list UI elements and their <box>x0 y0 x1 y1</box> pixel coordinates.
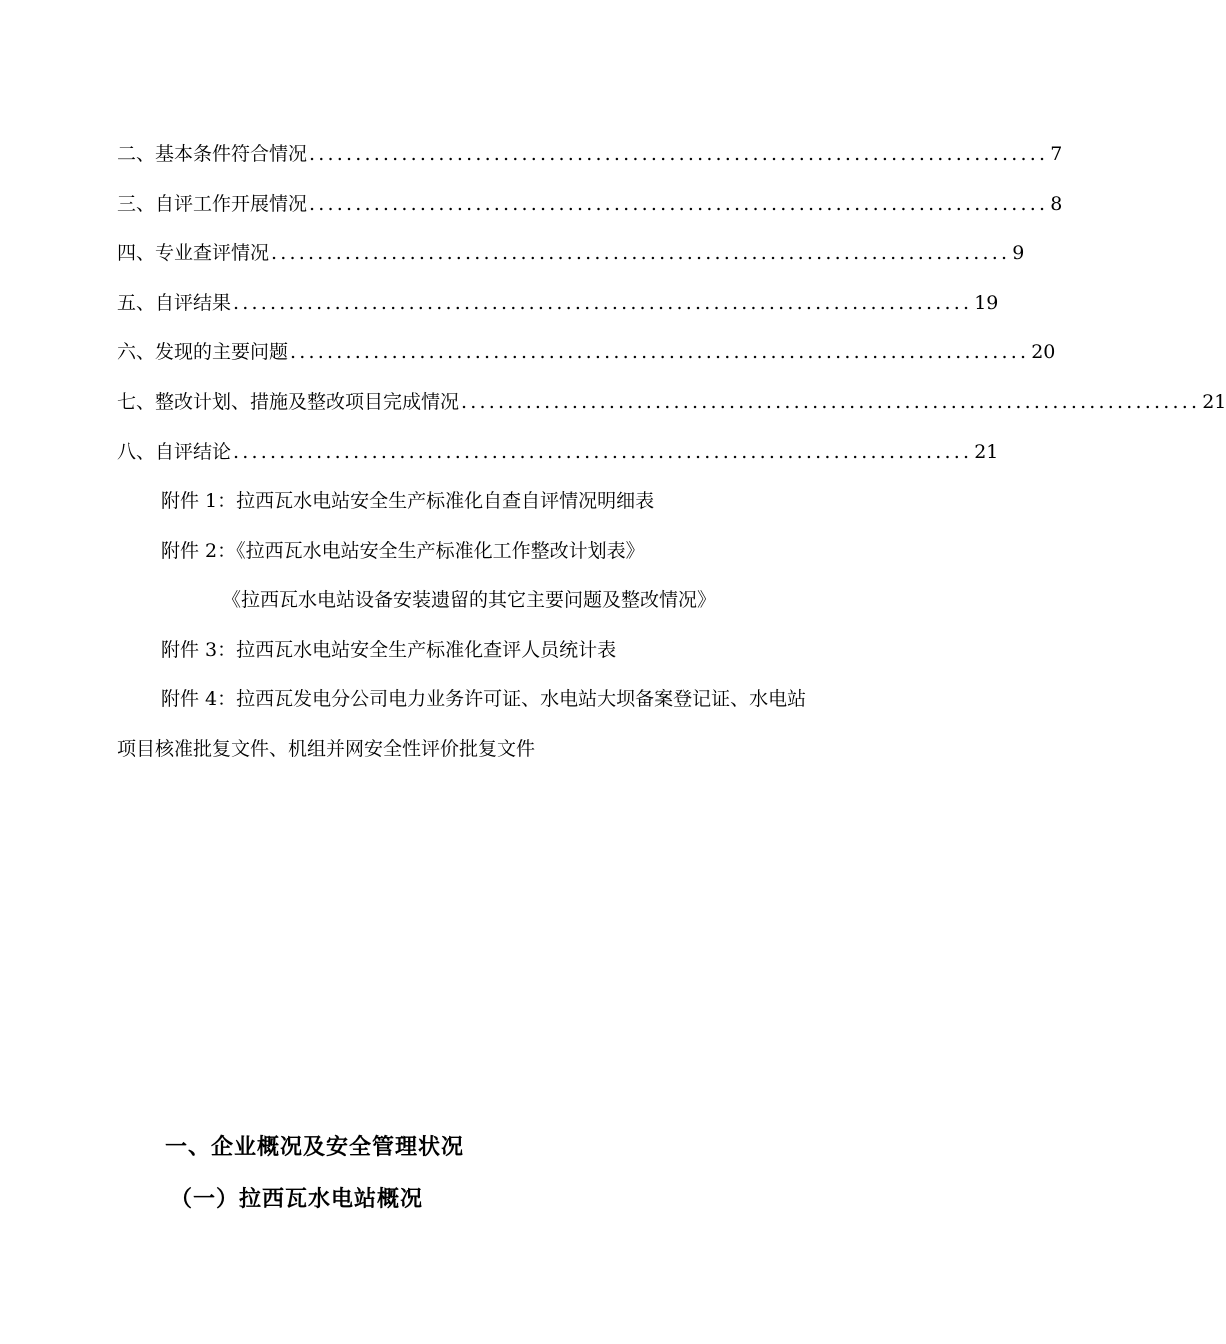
toc-entry[interactable] <box>117 130 1063 180</box>
attachment-item: 附件 1：拉西瓦水电站安全生产标准化自查自评情况明细表 <box>161 490 655 512</box>
toc-leader-dots: ................................................................................ <box>290 341 1030 364</box>
toc-leader-dots: ................................................................................ <box>233 440 973 463</box>
toc-leader-dots: ................................................................................ <box>309 192 1049 215</box>
toc-entry-page: 21 <box>1202 390 1226 413</box>
attachment-item: 附件 4：拉西瓦发电分公司电力业务许可证、水电站大坝备案登记证、水电站项目核准批复文件、机组并网安全性评价批复文件 <box>117 688 807 760</box>
subsection-heading: （一）拉西瓦水电站概况 <box>170 1187 424 1212</box>
toc-leader-dots: ................................................................................ <box>233 291 973 314</box>
toc-entry[interactable] <box>117 378 1226 428</box>
toc-entry[interactable] <box>117 180 1063 230</box>
toc-leader-dots: ................................................................................ <box>271 242 1011 265</box>
toc-entry-page: 20 <box>1031 341 1056 364</box>
toc-leader-dots: ................................................................................ <box>309 143 1049 165</box>
toc-entry-title: 三、自评工作开展情况 <box>117 192 308 215</box>
toc-entry[interactable] <box>117 428 999 478</box>
toc-entry-page: 21 <box>974 440 999 463</box>
attachment-item: 附件 2：《拉西瓦水电站安全生产标准化工作整改计划表》 <box>161 539 645 562</box>
toc-entry-title: 六、发现的主要问题 <box>117 341 289 364</box>
toc-entry[interactable] <box>117 229 1025 279</box>
section-heading: 一、企业概况及安全管理状况 <box>165 1135 465 1160</box>
attachment-list <box>117 477 817 775</box>
toc-entry-page: 7 <box>1050 143 1063 165</box>
toc-entry[interactable] <box>117 279 999 329</box>
toc-entry-page: 19 <box>974 291 999 314</box>
toc-leader-dots: ................................................................................ <box>461 390 1201 413</box>
toc-entry[interactable] <box>117 328 1056 378</box>
toc-entry-page: 9 <box>1012 242 1025 265</box>
attachment-item: 附件 3：拉西瓦水电站安全生产标准化查评人员统计表 <box>161 638 617 661</box>
toc-entry-title: 七、整改计划、措施及整改项目完成情况 <box>117 390 460 413</box>
attachment-item-continuation: 《拉西瓦水电站设备安装遗留的其它主要问题及整改情况》 <box>222 589 717 612</box>
table-of-contents <box>117 130 1226 477</box>
toc-entry-title: 五、自评结果 <box>117 291 232 314</box>
toc-entry-title: 四、专业查评情况 <box>117 242 270 265</box>
toc-entry-title: 八、自评结论 <box>117 440 232 463</box>
toc-entry-page: 8 <box>1050 192 1063 215</box>
toc-entry-title: 二、基本条件符合情况 <box>117 143 308 165</box>
